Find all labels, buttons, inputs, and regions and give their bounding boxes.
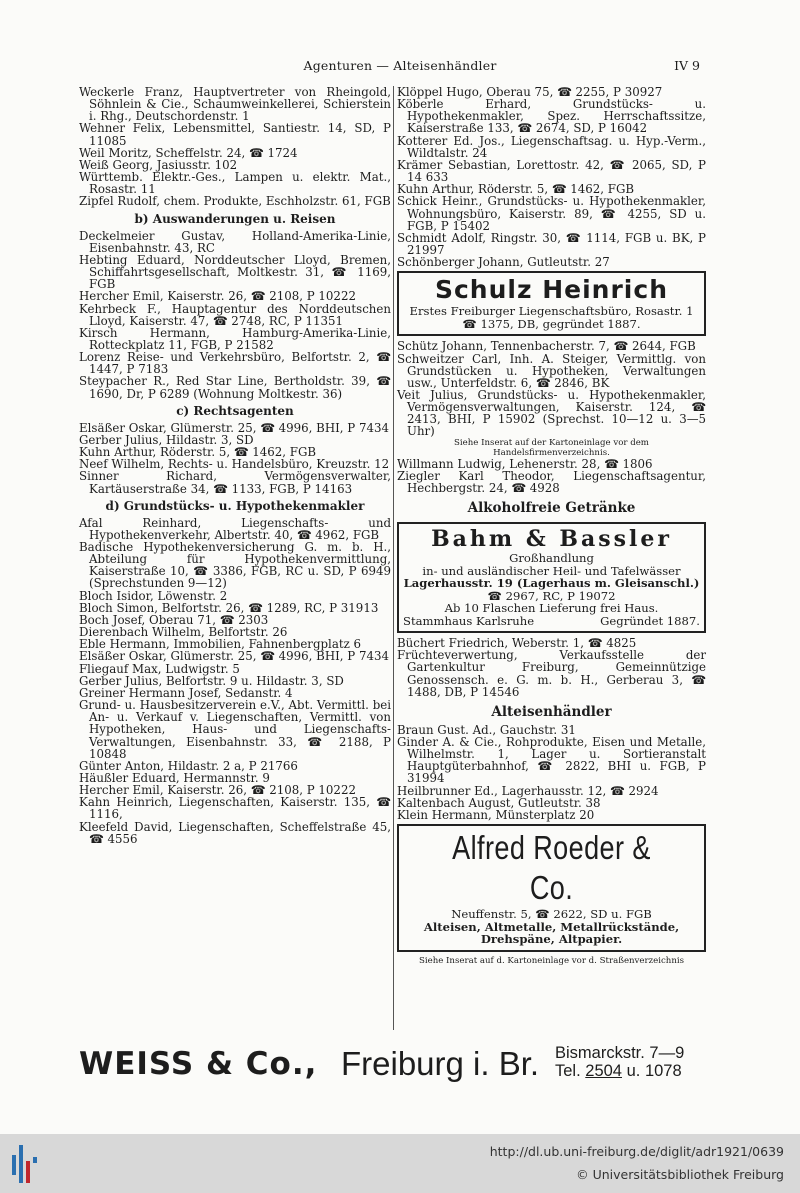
left-column	[79, 86, 391, 845]
library-logo-icon	[12, 1145, 38, 1183]
ad-schulz	[397, 271, 706, 336]
note-veit: Siehe Inserat auf der Kartoneinlage vor dem Handelsfirmenverzeichnis.	[454, 437, 649, 458]
directory-entry: Kotterer Ed. Jos., Liegenschaftsag. u. Hyp.-Verm., Wildtalstr. 24	[397, 133, 706, 160]
ad-bahm-line3: Lagerhausstr. 19 (Lagerhaus m. Gleisanschl.)	[403, 576, 700, 591]
directory-entry: Elsäßer Oskar, Glümerstr. 25, ☎ 4996, BHI, P 7434	[79, 649, 390, 664]
ad-roeder-name: Alfred Roeder & Co.	[452, 829, 651, 907]
directory-entry: Weil Moritz, Scheffelstr. 24, ☎ 1724	[79, 145, 298, 160]
directory-entry: Wehner Felix, Lebensmittel, Santiestr. 14, SD, P 11085	[79, 121, 391, 148]
ad-schulz-line2: ☎ 1375, DB, gegründet 1887.	[462, 316, 641, 331]
footer-ad-address: Bismarckstr. 7—9	[555, 1044, 685, 1062]
entry-list-c	[79, 422, 391, 495]
directory-entry: Willmann Ludwig, Lehenerstr. 28, ☎ 1806	[397, 456, 653, 471]
directory-entry: Zipfel Rudolf, chem. Produkte, Eschholzstr. 61, FGB	[79, 194, 391, 209]
ad-bahm-founded: Gegründet 1887.	[600, 613, 700, 628]
ad-bahm-line1: Großhandlung	[509, 551, 594, 566]
directory-entry: Weckerle Franz, Hauptvertreter von Rheingold, Söhnlein & Cie., Schaumweinkellerei, Schierstein i. Rhg., Deutschordenstr. 1	[79, 85, 391, 124]
directory-entry: Fliegauf Max, Ludwigstr. 5	[79, 661, 240, 676]
ad-bahm-stammhaus: Stammhaus Karlsruhe	[403, 613, 535, 628]
ad-schulz-line1: Erstes Freiburger Liegenschaftsbüro, Rosastr. 1	[409, 304, 694, 319]
directory-entry: Kehrbeck F., Hauptagentur des Norddeutschen Lloyd, Kaiserstr. 47, ☎ 2748, RC, P 11351	[79, 301, 391, 328]
ad-roeder-line1: Neuffenstr. 5, ☎ 2622, SD u. FGB	[451, 907, 652, 922]
column-divider	[393, 86, 394, 1030]
directory-entry: Eble Hermann, Immobilien, Fahnenbergplatz 6	[79, 637, 362, 652]
directory-entry: Kirsch Hermann, Hamburg-Amerika-Linie, Rotteckplatz 11, FGB, P 21582	[79, 325, 391, 352]
ad-schulz-name: Schulz Heinrich	[434, 275, 668, 305]
directory-entry: Braun Gust. Ad., Gauchstr. 31	[397, 722, 576, 737]
footer-ad-brand: WEISS & Co.,	[79, 1046, 318, 1082]
directory-entry: Neef Wilhelm, Rechts- u. Handelsbüro, Kreuzstr. 12	[79, 457, 390, 472]
entry-list-right-mid	[397, 340, 706, 437]
directory-entry: Büchert Friedrich, Weberstr. 1, ☎ 4825	[397, 636, 637, 651]
ad-roeder	[397, 824, 706, 952]
directory-entry: Kaltenbach August, Gutleutstr. 38	[397, 795, 601, 810]
directory-entry: Schmidt Adolf, Ringstr. 30, ☎ 1114, FGB u. BK, P 21997	[397, 230, 706, 258]
directory-entry: Weiß Georg, Jasiusstr. 102	[79, 157, 238, 172]
footer-ad-tel-number: 2504	[585, 1062, 622, 1080]
directory-entry: Afal Reinhard, Liegenschafts- und Hypothekenverkehr, Albertstr. 40, ☎ 4962, FGB	[79, 515, 391, 542]
permalink-url[interactable]: http://dl.ub.uni-freiburg.de/diglit/adr1921/0639	[489, 1144, 784, 1159]
right-column	[397, 86, 706, 966]
directory-entry: Elsäßer Oskar, Glümerstr. 25, ☎ 4996, BHI, P 7434	[79, 420, 390, 435]
directory-entry: Hercher Emil, Kaiserstr. 26, ☎ 2108, P 10222	[79, 289, 356, 304]
directory-entry: Dierenbach Wilhelm, Belfortstr. 26	[79, 625, 288, 640]
directory-entry: Sinner Richard, Vermögensverwalter, Kartäuserstraße 34, ☎ 1133, FGB, P 14163	[79, 469, 391, 496]
directory-entry: Bloch Isidor, Löwenstr. 2	[79, 588, 228, 603]
footer-ad-tel-suffix: u. 1078	[626, 1062, 682, 1080]
footer-ad-tel-prefix: Tel.	[555, 1062, 581, 1080]
directory-entry: Kuhn Arthur, Röderstr. 5, ☎ 1462, FGB	[79, 445, 317, 460]
footer-ad-weiss	[79, 1044, 706, 1086]
directory-entry: Schweitzer Carl, Inh. A. Steiger, Vermittlg. von Grundstücken u. Hypotheken, Verwaltungen usw., Unterfeldstr. 6, ☎ 2846, BK	[397, 351, 706, 390]
directory-entry: Greiner Hermann Josef, Sedanstr. 4	[79, 685, 293, 700]
copyright-text: © Universitätsbibliothek Freiburg	[576, 1167, 784, 1182]
directory-entry: Kuhn Arthur, Röderstr. 5, ☎ 1462, FGB	[397, 182, 635, 197]
ad-bahm-line4: ☎ 2967, RC, P 19072	[487, 588, 616, 603]
directory-entry: Württemb. Elektr.-Ges., Lampen u. elektr. Mat., Rosastr. 11	[79, 170, 391, 197]
entry-list-alteisen	[397, 724, 706, 821]
ad-bahm-line6	[403, 615, 700, 628]
directory-entry: Gerber Julius, Belfortstr. 9 u. Hildastr. 3, SD	[79, 673, 344, 688]
directory-entry: Hebting Eduard, Norddeutscher Lloyd, Bremen, Schiffahrtsgesellschaft, Moltkestr. 31, ☎ 1169, FGB	[79, 252, 391, 292]
directory-entry: Kahn Heinrich, Liegenschaften, Kaiserstr. 135, ☎ 1116,	[79, 795, 391, 822]
entry-list-alkohol	[397, 637, 706, 698]
section-heading-b: b) Auswanderungen u. Reisen	[134, 211, 336, 226]
directory-entry: Klein Hermann, Münsterplatz 20	[397, 807, 595, 822]
directory-entry: Lorenz Reise- und Verkehrsbüro, Belfortstr. 2, ☎ 1447, P 7183	[79, 350, 391, 377]
section-heading-d: d) Grundstücks- u. Hypothekenmakler	[105, 498, 365, 513]
directory-entry: Badische Hypothekenversicherung G. m. b. H., Abteilung für Hypothekenvermittlung, Kaiserstraße 10, ☎ 3386, FGB, RC u. SD, P 6949 (Sprechstunden 9—12)	[79, 540, 391, 591]
section-heading-c: c) Rechtsagenten	[176, 403, 294, 418]
section-heading-alkohol: Alkoholfreie Getränke	[467, 500, 636, 517]
ad-roeder-line2: Alteisen, Altmetalle, Metallrückstände,	[423, 919, 680, 934]
footer-ad-tel	[555, 1062, 684, 1080]
directory-entry: Heilbrunner Ed., Lagerhausstr. 12, ☎ 2924	[397, 783, 659, 798]
directory-entry: Boch Josef, Oberau 71, ☎ 2303	[79, 612, 269, 627]
footer-ad-city: Freiburg i. Br.	[341, 1045, 540, 1082]
directory-entry: Steypacher R., Red Star Line, Bertholdstr. 39, ☎ 1690, Dr, P 6289 (Wohnung Moltkestr. 36)	[79, 374, 391, 401]
directory-entry: Hercher Emil, Kaiserstr. 26, ☎ 2108, P 10222	[79, 783, 356, 798]
directory-entry: Deckelmeier Gustav, Holland-Amerika-Linie, Eisenbahnstr. 43, RC	[79, 228, 391, 255]
note-roeder: Siehe Inserat auf d. Kartoneinlage vor d. Straßenverzeichnis	[418, 955, 685, 966]
directory-entry: Früchteverwertung, Verkaufsstelle der Gartenkultur Freiburg, Gemeinnützige Genossensch. e. G. m. b. H., Gerberau 3, ☎ 1488, DB, P 14546	[397, 648, 706, 699]
ad-bahm-bassler	[397, 522, 706, 633]
directory-entry: Kleefeld David, Liegenschaften, Scheffelstraße 45, ☎ 4556	[79, 819, 391, 846]
section-heading-alteisen: Alteisenhändler	[491, 703, 612, 720]
page-header	[0, 58, 800, 76]
ad-bahm-line2: in- und ausländischer Heil- und Tafelwässer	[422, 563, 681, 578]
entry-list-d	[79, 517, 391, 845]
ad-bahm-name: Bahm & Bassler	[431, 526, 672, 553]
directory-entry: Klöppel Hugo, Oberau 75, ☎ 2255, P 30927	[397, 85, 663, 99]
directory-entry: Köberle Erhard, Grundstücks- u. Hypothekenmakler, Spez. Herrschaftssitze, Kaiserstraße 133, ☎ 2674, SD, P 16042	[397, 97, 706, 136]
entry-list-right-mid2	[397, 458, 706, 494]
directory-entry: Häußler Eduard, Hermannstr. 9	[79, 770, 270, 785]
ad-roeder-line3: Drehspäne, Altpapier.	[480, 932, 623, 947]
entry-list-right-top	[397, 86, 706, 268]
directory-entry: Ziegler Karl Theodor, Liegenschaftsagentur, Hechbergstr. 24, ☎ 4928	[397, 468, 706, 495]
directory-entry: Grund- u. Hausbesitzerverein e.V., Abt. Vermittl. bei An- u. Verkauf v. Liegenschaften, Vermittl. von Hypotheken, Haus- und Liegenschafts-Verwaltungen, Eisenbahnstr. 33, ☎ 2188, P 10848	[79, 698, 391, 761]
viewer-footer-bar	[0, 1134, 800, 1193]
entry-list-b	[79, 230, 391, 400]
directory-entry: Schönberger Johann, Gutleutstr. 27	[397, 255, 610, 270]
directory-entry: Schütz Johann, Tennenbacherstr. 7, ☎ 2644, FGB	[397, 339, 696, 354]
directory-entry: Krämer Sebastian, Lorettostr. 42, ☎ 2065, SD, P 14 633	[397, 157, 706, 185]
directory-entry: Schick Heinr., Grundstücks- u. Hypothekenmakler, Wohnungsbüro, Kaiserstr. 89, ☎ 4255, SD u. FGB, P 15402	[397, 194, 706, 233]
entry-list-top	[79, 86, 391, 208]
footer-ad-address-block	[555, 1044, 684, 1080]
directory-entry: Günter Anton, Hildastr. 2 a, P 21766	[79, 758, 298, 773]
directory-entry: Ginder A. & Cie., Rohprodukte, Eisen und Metalle, Wilhelmstr. 1, Lager u. Sortieranstalt Hauptgüterbahnhof, ☎ 2822, BHI u. FGB, P 31994	[397, 735, 706, 786]
ad-bahm-line5: Ab 10 Flaschen Lieferung frei Haus.	[444, 601, 659, 616]
page-number: IV 9	[674, 58, 700, 73]
directory-entry: Gerber Julius, Hildastr. 3, SD	[79, 432, 254, 447]
running-title: Agenturen — Alteisenhändler	[303, 58, 497, 73]
directory-entry: Bloch Simon, Belfortstr. 26, ☎ 1289, RC, P 31913	[79, 600, 379, 615]
directory-entry: Veit Julius, Grundstücks- u. Hypothekenmakler, Vermögensverwaltungen, Kaiserstr. 124, ☎ 2413, BHI, P 15902 (Sprechst. 10—12 u. 3—5 Uhr)	[397, 387, 706, 439]
